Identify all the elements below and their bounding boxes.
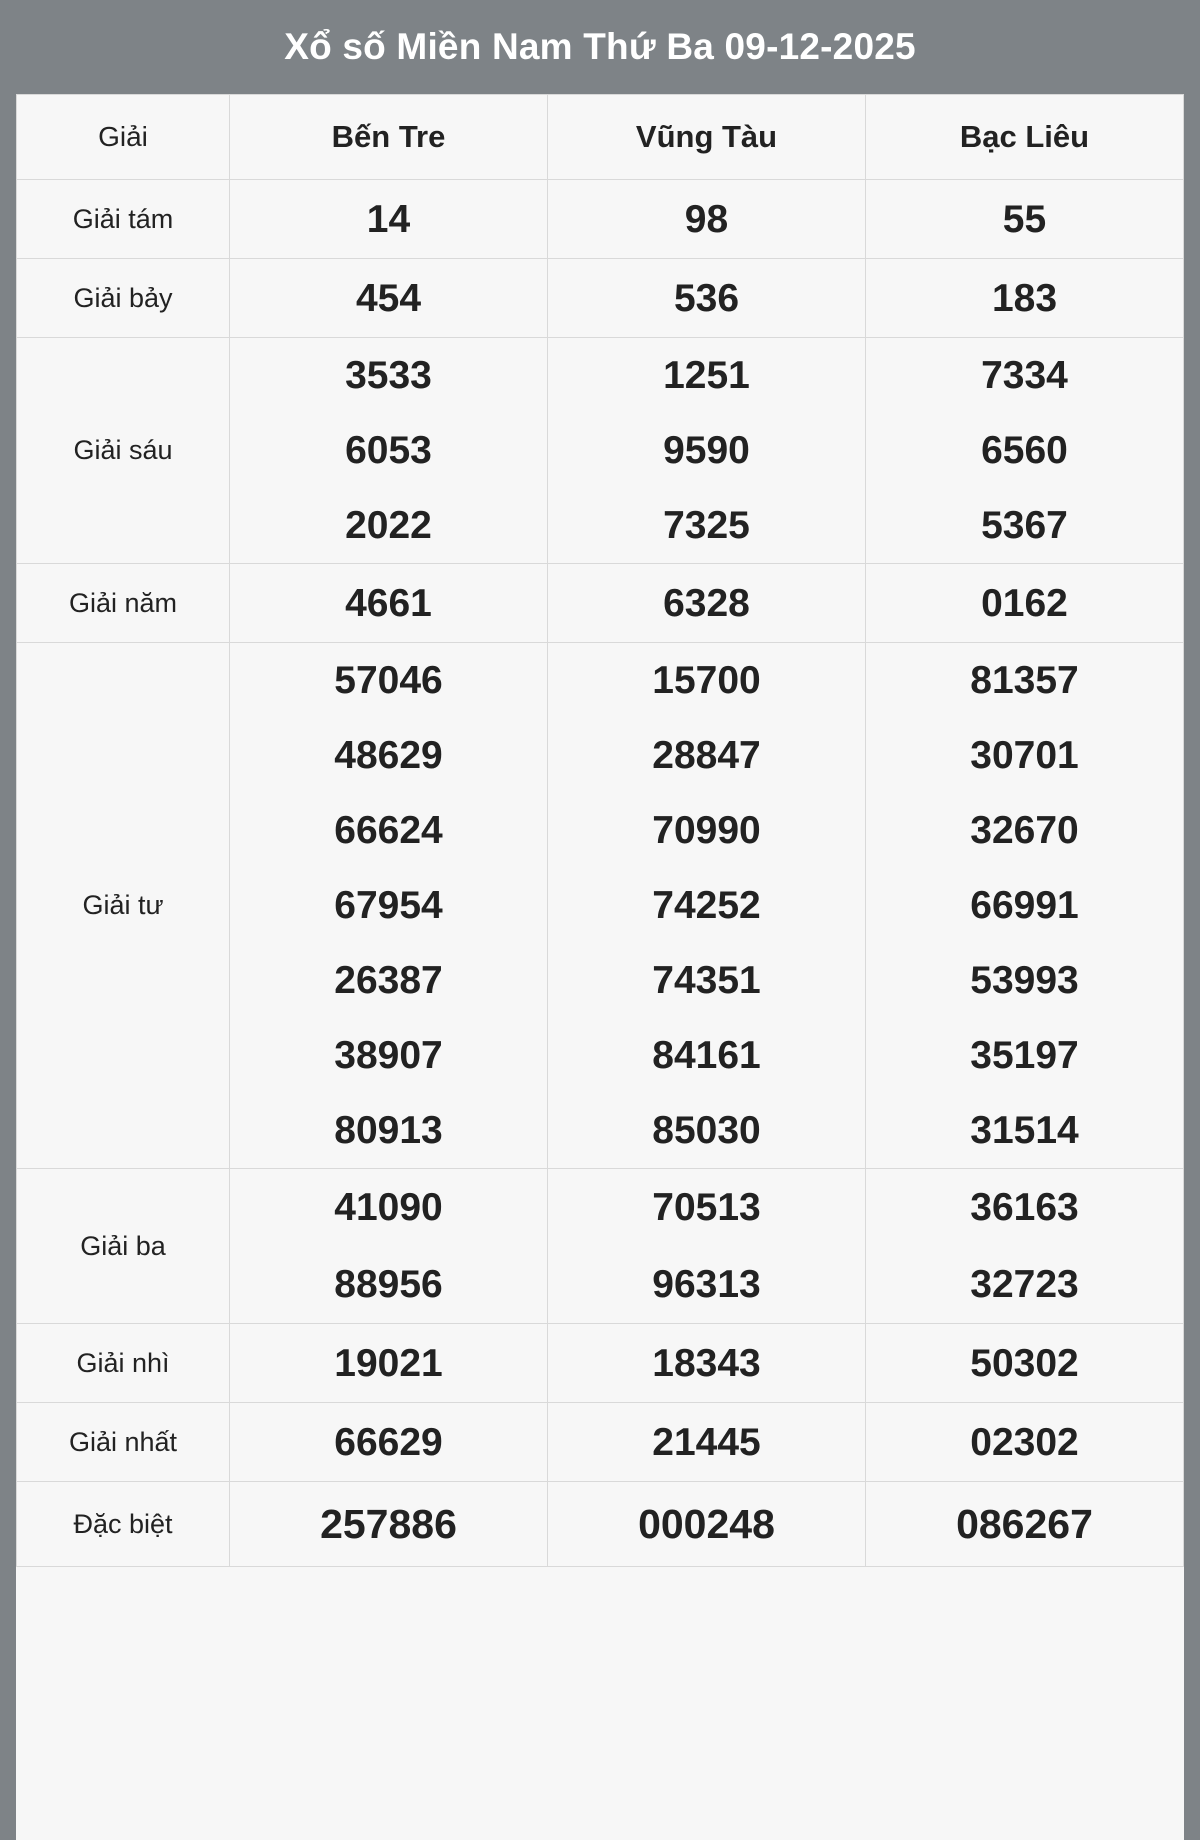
result-number: 50302	[970, 1341, 1079, 1385]
result-number: 70990	[652, 809, 761, 852]
column-header-vung-tau: Vũng Tàu	[548, 95, 866, 180]
result-cell	[230, 259, 548, 338]
result-number: 257886	[320, 1500, 457, 1547]
row-label: Giải tư	[17, 643, 230, 1169]
result-number: 454	[355, 276, 422, 320]
result-number: 70513	[652, 1186, 761, 1229]
result-cell	[548, 1324, 866, 1403]
result-number: 28847	[652, 734, 761, 777]
result-number: 21445	[652, 1420, 761, 1464]
result-number: 48629	[334, 734, 443, 777]
table-row	[17, 564, 1184, 643]
result-number: 15700	[652, 659, 761, 702]
result-number: 66624	[334, 809, 443, 852]
table-row	[17, 643, 1184, 1169]
result-number: 38907	[334, 1034, 443, 1077]
lottery-results-table	[16, 94, 1184, 1567]
result-cell	[548, 1403, 866, 1482]
result-cell	[866, 1169, 1184, 1324]
result-number: 36163	[970, 1186, 1079, 1229]
result-number: 086267	[956, 1500, 1093, 1547]
column-header-bac-lieu: Bạc Liêu	[866, 95, 1184, 180]
result-cell	[866, 1482, 1184, 1567]
results-table-container	[16, 94, 1184, 1840]
table-row	[17, 180, 1184, 259]
result-number: 02302	[970, 1420, 1079, 1464]
result-number: 31514	[970, 1109, 1079, 1152]
result-number: 74252	[652, 884, 761, 927]
result-number: 41090	[334, 1186, 443, 1229]
table-row	[17, 1482, 1184, 1567]
result-cell	[548, 643, 866, 1169]
result-number: 4661	[345, 581, 432, 625]
result-cell	[548, 1169, 866, 1324]
result-cell	[548, 338, 866, 564]
result-number: 74351	[652, 959, 761, 1002]
table-body	[17, 95, 1184, 1567]
table-row	[17, 1169, 1184, 1324]
result-cell	[230, 1403, 548, 1482]
result-number: 18343	[652, 1341, 761, 1385]
result-number: 536	[673, 276, 740, 320]
table-row	[17, 338, 1184, 564]
result-number: 14	[366, 197, 411, 241]
row-label: Giải nhì	[17, 1324, 230, 1403]
result-number: 57046	[334, 659, 443, 702]
row-label: Giải sáu	[17, 338, 230, 564]
table-row	[17, 259, 1184, 338]
result-number: 30701	[970, 734, 1079, 777]
result-number: 0162	[981, 581, 1068, 625]
result-cell	[548, 1482, 866, 1567]
column-header-ben-tre: Bến Tre	[230, 95, 548, 180]
row-label: Giải ba	[17, 1169, 230, 1324]
result-number: 80913	[334, 1109, 443, 1152]
result-cell	[866, 259, 1184, 338]
result-cell	[230, 1482, 548, 1567]
result-number: 26387	[334, 959, 443, 1002]
table-row	[17, 1324, 1184, 1403]
result-cell	[866, 643, 1184, 1169]
row-label: Giải năm	[17, 564, 230, 643]
result-number: 32670	[970, 809, 1079, 852]
result-number: 5367	[981, 504, 1068, 547]
result-number: 98	[684, 197, 729, 241]
row-label: Giải tám	[17, 180, 230, 259]
result-number: 6560	[981, 429, 1068, 472]
result-cell	[230, 338, 548, 564]
result-number: 6328	[663, 581, 750, 625]
result-number: 32723	[970, 1263, 1079, 1306]
result-number: 9590	[663, 429, 750, 472]
result-number: 84161	[652, 1034, 761, 1077]
result-number: 6053	[345, 429, 432, 472]
result-cell	[866, 338, 1184, 564]
result-number: 67954	[334, 884, 443, 927]
result-cell	[548, 180, 866, 259]
result-number: 85030	[652, 1109, 761, 1152]
result-number: 7325	[663, 504, 750, 547]
result-number: 7334	[981, 354, 1068, 397]
table-row	[17, 1403, 1184, 1482]
result-cell	[866, 180, 1184, 259]
result-cell	[548, 259, 866, 338]
result-cell	[548, 564, 866, 643]
result-number: 000248	[638, 1500, 775, 1547]
column-header-prize: Giải	[17, 95, 230, 180]
result-number: 3533	[345, 354, 432, 397]
result-number: 66991	[970, 884, 1079, 927]
result-cell	[866, 564, 1184, 643]
result-cell	[866, 1324, 1184, 1403]
result-cell	[866, 1403, 1184, 1482]
result-number: 66629	[334, 1420, 443, 1464]
result-number: 35197	[970, 1034, 1079, 1077]
result-number: 19021	[334, 1341, 443, 1385]
result-cell	[230, 180, 548, 259]
result-cell	[230, 643, 548, 1169]
page-title	[16, 0, 1184, 94]
result-number: 2022	[345, 504, 432, 547]
page-title-text: Xổ số Miền Nam Thứ Ba 09-12-2025	[284, 26, 916, 67]
result-number: 1251	[663, 354, 750, 397]
result-cell	[230, 1324, 548, 1403]
result-number: 88956	[334, 1263, 443, 1306]
result-number: 183	[991, 276, 1058, 320]
result-number: 96313	[652, 1263, 761, 1306]
result-cell	[230, 564, 548, 643]
row-label: Giải bảy	[17, 259, 230, 338]
table-header-row	[17, 95, 1184, 180]
result-number: 81357	[970, 659, 1079, 702]
row-label: Giải nhất	[17, 1403, 230, 1482]
row-label: Đặc biệt	[17, 1482, 230, 1567]
result-number: 53993	[970, 959, 1079, 1002]
result-number: 55	[1002, 197, 1047, 241]
result-cell	[230, 1169, 548, 1324]
